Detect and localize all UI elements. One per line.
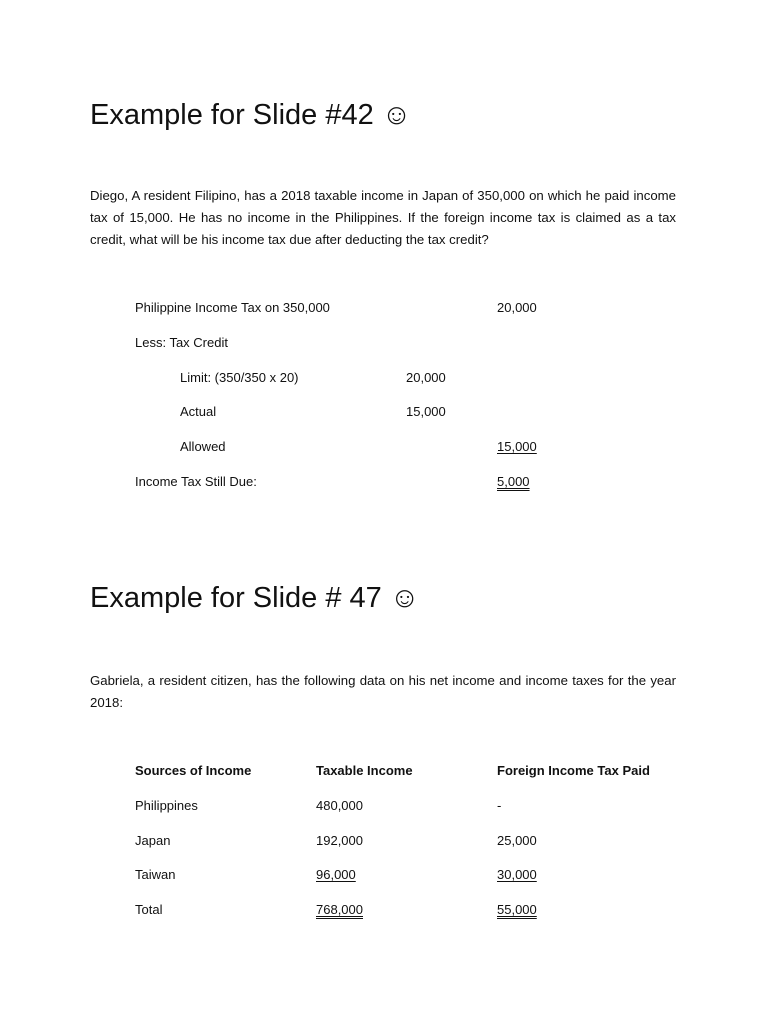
example-1-paragraph: Diego, A resident Filipino, has a 2018 taxable income in Japan of 350,000 on which he paid income tax of 15,000. He has no income in the Philippines. If the foreign income tax is claimed as a tax credit, what will be his income tax due after deducting the tax credit? [90,188,676,247]
table-row [0,865,768,885]
computation-row-less [0,333,768,353]
source-cell: Taiwan [135,867,176,882]
computation-row-ph-tax [0,298,768,318]
actual-value: 15,000 [406,404,446,419]
total-label-cell: Total [135,902,163,917]
less-tax-credit-label: Less: Tax Credit [135,335,228,350]
tax-still-due-value: 5,000 [497,474,530,489]
ph-tax-label: Philippine Income Tax on 350,000 [135,300,330,315]
computation-row-actual [0,402,768,422]
foreign-tax-cell: 25,000 [497,833,537,848]
example-2-heading: Example for Slide # 47 ☺ [90,582,420,614]
taxable-income-cell: 480,000 [316,798,363,813]
allowed-value: 15,000 [497,439,537,454]
actual-label: Actual [180,404,217,419]
example-1-heading: Example for Slide #42 ☺ [90,99,412,131]
foreign-tax-cell: 30,000 [497,867,537,882]
allowed-label: Allowed [180,439,226,454]
example-2-paragraph: Gabriela, a resident citizen, has the following data on his net income and income taxes for the year 2018: [90,673,676,710]
total-taxable-income-cell: 768,000 [316,902,363,917]
computation-row-allowed [0,437,768,457]
tax-still-due-label: Income Tax Still Due: [135,474,257,489]
limit-label: Limit: (350/350 x 20) [180,370,299,385]
taxable-income-cell: 96,000 [316,867,356,882]
header-sources-of-income: Sources of Income [135,763,252,778]
table-header-row [0,761,768,781]
source-cell: Japan [135,833,171,848]
computation-row-due [0,472,768,492]
source-cell: Philippines [135,798,198,813]
table-total-row [0,900,768,920]
computation-row-limit [0,368,768,388]
total-foreign-tax-cell: 55,000 [497,902,537,917]
table-row [0,796,768,816]
table-row [0,831,768,851]
foreign-tax-cell: - [497,798,502,813]
header-foreign-tax-paid: Foreign Income Tax Paid [497,763,650,778]
taxable-income-cell: 192,000 [316,833,363,848]
ph-tax-value: 20,000 [497,300,537,315]
limit-value: 20,000 [406,370,446,385]
header-taxable-income: Taxable Income [316,763,413,778]
